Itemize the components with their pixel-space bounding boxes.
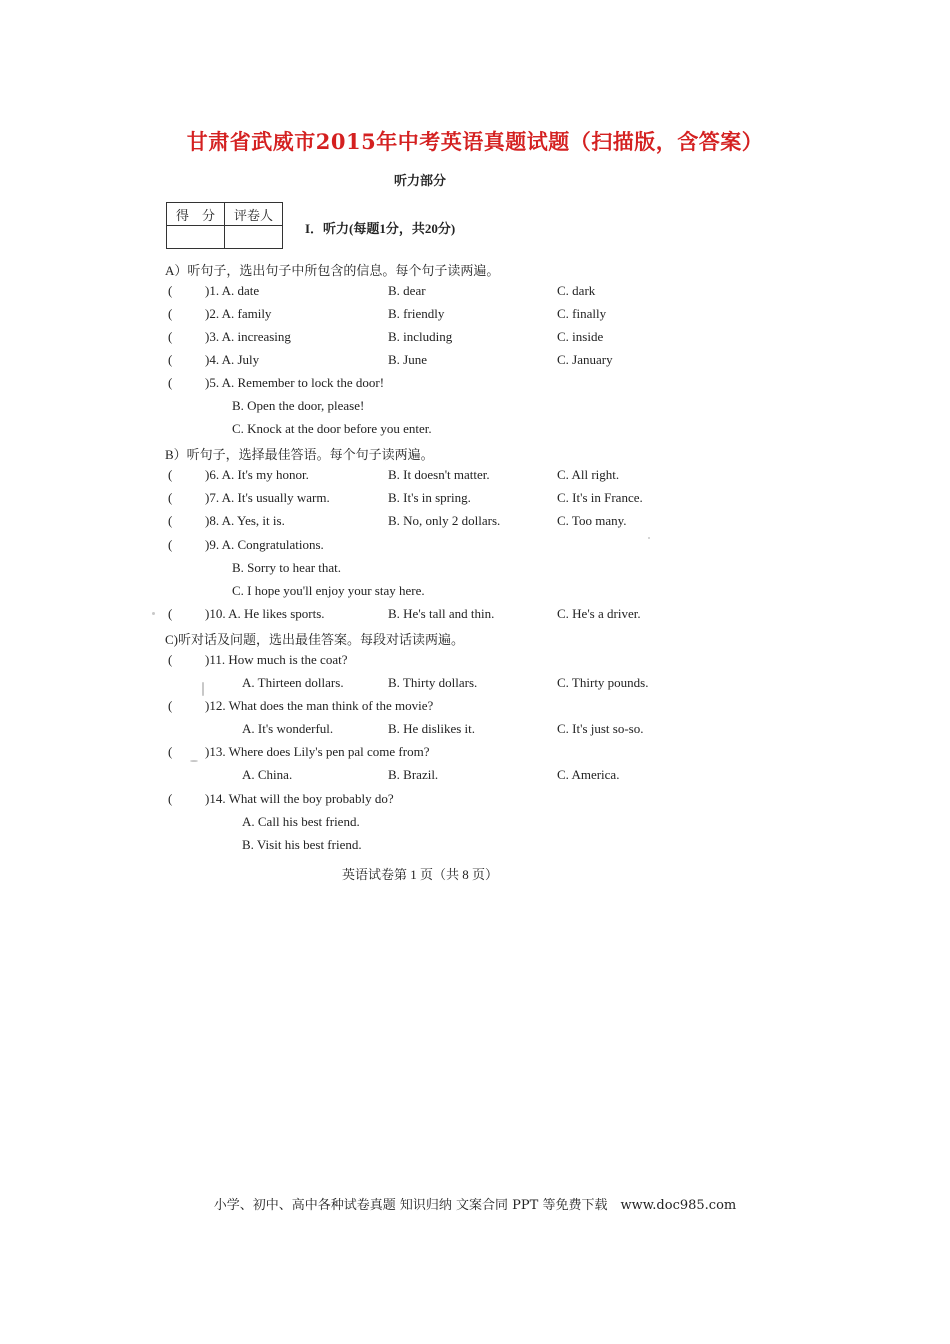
question-14-option-b: B. Visit his best friend. bbox=[242, 837, 362, 852]
option-c: C. Too many. bbox=[557, 513, 627, 528]
option-c: C. America. bbox=[557, 767, 620, 782]
answer-blank: ( bbox=[168, 537, 173, 552]
option-b: B. June bbox=[388, 352, 427, 367]
option-b: B. including bbox=[388, 329, 453, 344]
option-c: C. It's in France. bbox=[557, 490, 643, 505]
option-b: B. He's tall and thin. bbox=[388, 606, 495, 621]
site-footer: 小学、初中、高中各种试卷真题 知识归纳 文案合同 PPT 等免费下载 www.doc985.com bbox=[213, 1198, 737, 1213]
option-a: )1. A. date bbox=[205, 283, 260, 298]
document-title: 甘肃省武威市2015年中考英语真题试题（扫描版，含答案） bbox=[186, 129, 764, 154]
answer-blank: ( bbox=[168, 352, 173, 367]
option-c: C. finally bbox=[557, 306, 607, 321]
exam-page-number: 英语试卷第 1 页（共 8 页） bbox=[341, 867, 498, 882]
question-14-option-a: A. Call his best friend. bbox=[242, 814, 360, 829]
option-b: B. No, only 2 dollars. bbox=[388, 513, 501, 528]
answer-blank: ( bbox=[168, 744, 173, 759]
option-b: B. friendly bbox=[388, 306, 445, 321]
option-b: B. It doesn't matter. bbox=[388, 467, 490, 482]
option-a: )9. A. Congratulations. bbox=[205, 537, 324, 552]
option-b: B. Brazil. bbox=[388, 767, 439, 782]
option-c: C. He's a driver. bbox=[557, 606, 641, 621]
answer-blank: ( bbox=[168, 283, 173, 298]
question-9-option-c: C. I hope you'll enjoy your stay here. bbox=[232, 583, 425, 598]
score-label: 得 分 bbox=[167, 203, 225, 226]
answer-blank: ( bbox=[168, 698, 173, 713]
question-9-option-b: B. Sorry to hear that. bbox=[232, 560, 342, 575]
option-c: C. It's just so-so. bbox=[557, 721, 644, 736]
option-c: C. January bbox=[557, 352, 613, 367]
grader-cell bbox=[225, 226, 283, 249]
option-c: C. dark bbox=[557, 283, 596, 298]
question-text: )11. How much is the coat? bbox=[205, 652, 348, 667]
option-a: )8. A. Yes, it is. bbox=[205, 513, 285, 528]
scan-speck bbox=[190, 760, 198, 762]
question-5-option-b: B. Open the door, please! bbox=[232, 398, 365, 413]
option-c: C. inside bbox=[557, 329, 604, 344]
question-text: )12. What does the man think of the movie? bbox=[205, 698, 434, 713]
question-5-option-c: C. Knock at the door before you enter. bbox=[232, 421, 432, 436]
option-a: )3. A. increasing bbox=[205, 329, 291, 344]
option-a: A. China. bbox=[242, 767, 293, 782]
option-a: )10. A. He likes sports. bbox=[205, 606, 325, 621]
option-a: )7. A. It's usually warm. bbox=[205, 490, 330, 505]
answer-blank: ( bbox=[168, 375, 173, 390]
question-text: )14. What will the boy probably do? bbox=[205, 791, 394, 806]
option-c: C. Thirty pounds. bbox=[557, 675, 649, 690]
answer-blank: ( bbox=[168, 513, 173, 528]
answer-blank: ( bbox=[168, 467, 173, 482]
option-b: B. Thirty dollars. bbox=[388, 675, 478, 690]
score-cell bbox=[167, 226, 225, 249]
answer-blank: ( bbox=[168, 652, 173, 667]
option-a: )6. A. It's my honor. bbox=[205, 467, 309, 482]
scanned-exam-page bbox=[150, 162, 690, 892]
section-b-heading: B）听句子，选择最佳答语。每个句子读两遍。 bbox=[165, 447, 434, 462]
option-a: )2. A. family bbox=[205, 306, 272, 321]
section-heading: 听力部分 bbox=[393, 173, 446, 188]
option-a: A. It's wonderful. bbox=[242, 721, 334, 736]
grader-label: 评卷人 bbox=[225, 203, 283, 226]
section-c-heading: C)听对话及问题，选出最佳答案。每段对话读两遍。 bbox=[165, 632, 465, 647]
option-b: B. It's in spring. bbox=[388, 490, 471, 505]
part-title: I．听力(每题1分，共20分) bbox=[305, 221, 456, 236]
option-b: B. dear bbox=[388, 283, 426, 298]
answer-blank: ( bbox=[168, 791, 173, 806]
scan-speck bbox=[648, 537, 650, 539]
question-text: )13. Where does Lily's pen pal come from? bbox=[205, 744, 430, 759]
option-a: )5. A. Remember to lock the door! bbox=[205, 375, 385, 390]
option-c: C. All right. bbox=[557, 467, 620, 482]
answer-blank: ( bbox=[168, 306, 173, 321]
score-box bbox=[166, 202, 283, 249]
answer-blank: ( bbox=[168, 606, 173, 621]
answer-blank: ( bbox=[168, 329, 173, 344]
option-b: B. He dislikes it. bbox=[388, 721, 476, 736]
option-a: )4. A. July bbox=[205, 352, 260, 367]
answer-blank: ( bbox=[168, 490, 173, 505]
scan-speck bbox=[202, 682, 204, 696]
scan-speck bbox=[152, 612, 155, 615]
option-a: A. Thirteen dollars. bbox=[242, 675, 344, 690]
section-a-heading: A）听句子，选出句子中所包含的信息。每个句子读两遍。 bbox=[165, 263, 500, 278]
